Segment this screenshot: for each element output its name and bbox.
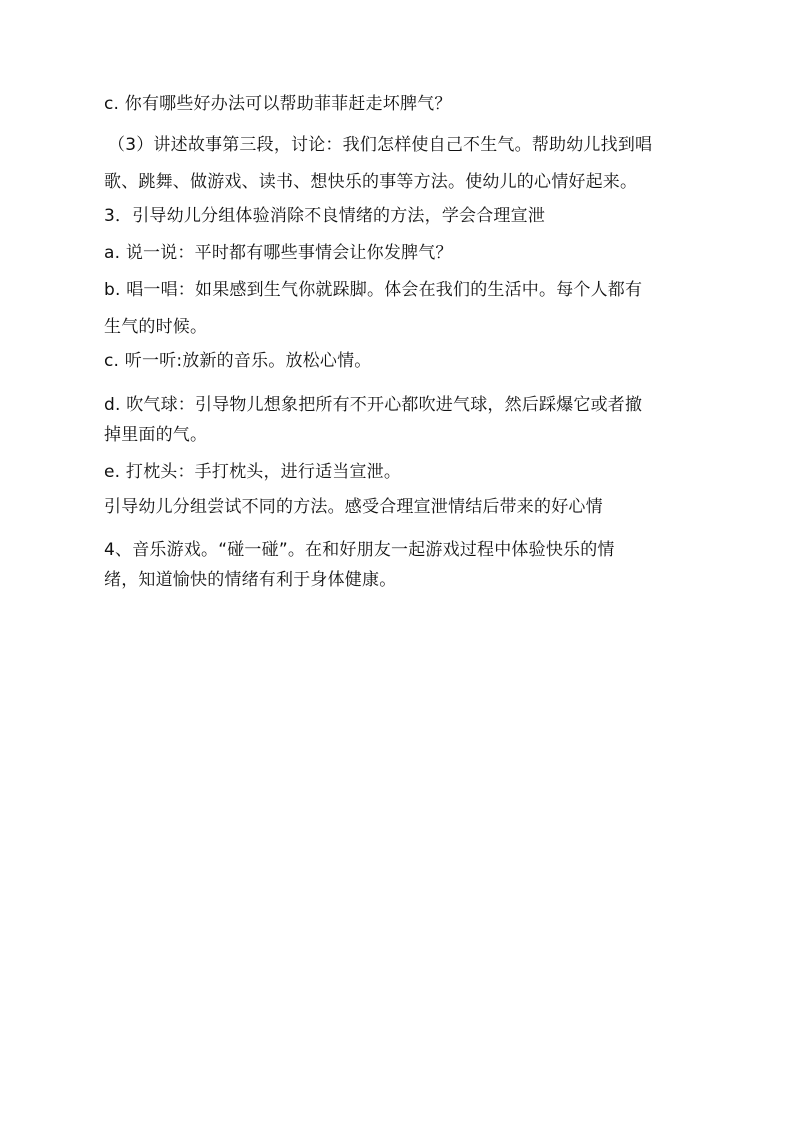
text-line: 绪，知道愉快的情绪有利于身体健康。 bbox=[104, 570, 397, 590]
text-line: d. 吹气球：引导物儿想象把所有不开心都吹进气球，然后踩爆它或者撤 bbox=[104, 395, 643, 415]
text-line: （3）讲述故事第三段，讨论：我们怎样使自己不生气。帮助幼儿找到唱 bbox=[108, 135, 653, 155]
text-line: c. 你有哪些好办法可以帮助菲菲赶走坏脾气？ bbox=[104, 94, 452, 114]
text-line: 歌、跳舞、做游戏、读书、想快乐的事等方法。使幼儿的心情好起来。 bbox=[104, 172, 638, 192]
text-line: 引导幼儿分组尝试不同的方法。感受合理宣泄情结后带来的好心情 bbox=[104, 497, 603, 517]
text-line: c. 听一听:放新的音乐。放松心情。 bbox=[104, 351, 372, 371]
text-line: 4、音乐游戏。“碰一碰”。在和好朋友一起游戏过程中体验快乐的情 bbox=[104, 540, 615, 560]
text-line: b. 唱一唱：如果感到生气你就跺脚。体会在我们的生活中。每个人都有 bbox=[104, 280, 643, 300]
text-line: e. 打枕头：手打枕头，进行适当宣泄。 bbox=[104, 462, 402, 482]
text-line: 掉里面的气。 bbox=[104, 425, 208, 445]
text-line: 生气的时候。 bbox=[104, 317, 208, 337]
text-line: a. 说一说：平时都有哪些事情会让你发脾气？ bbox=[104, 243, 453, 263]
text-line: 3．引导幼儿分组体验消除不良情绪的方法，学会合理宣泄 bbox=[104, 206, 546, 226]
